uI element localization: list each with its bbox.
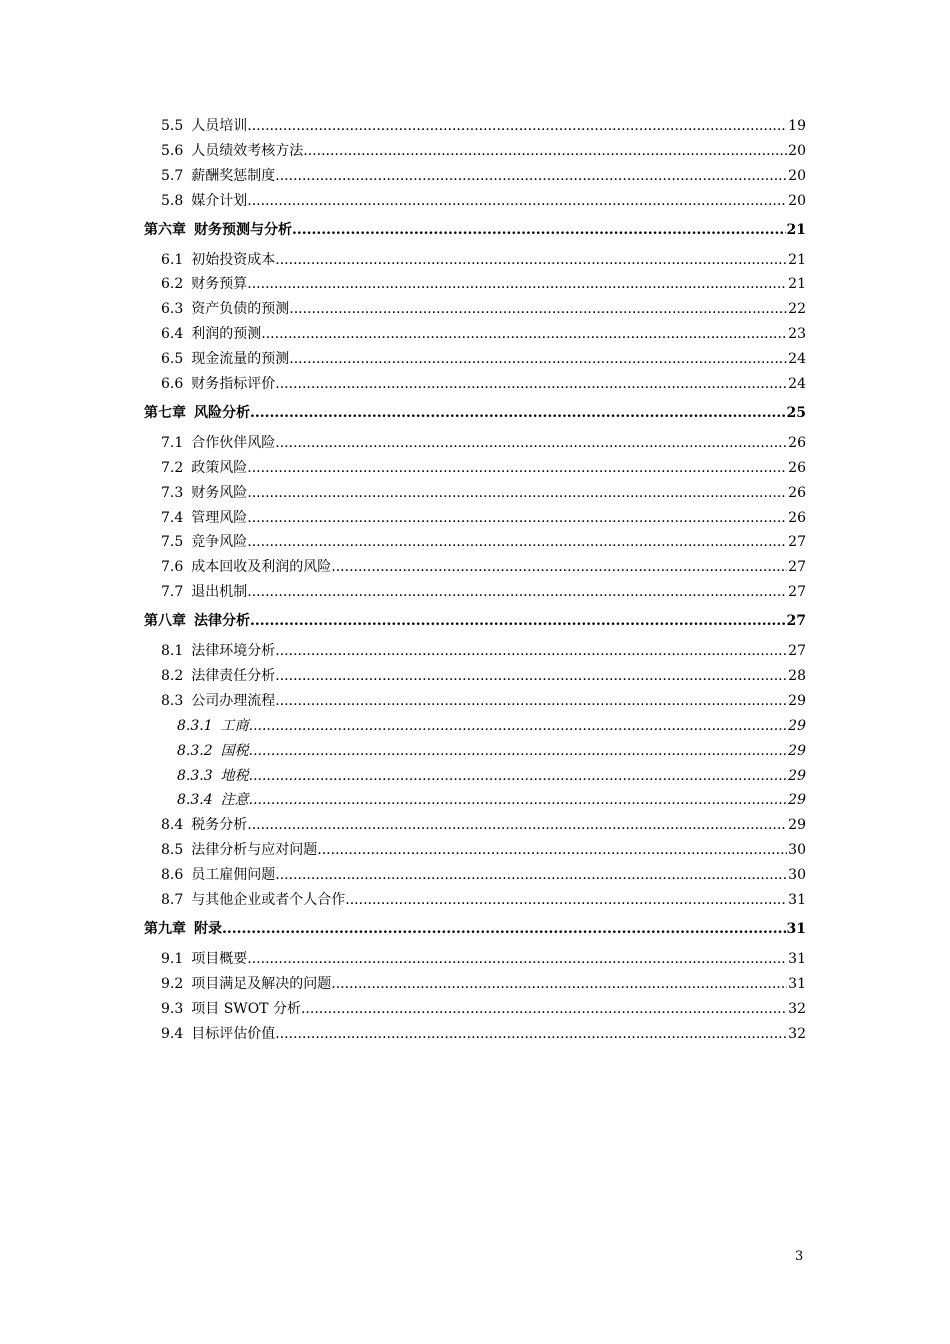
toc-entry-title: 国税 — [220, 742, 249, 759]
toc-entry-label — [144, 611, 250, 631]
toc-section-entry[interactable] — [144, 766, 806, 791]
toc-entry-page: 29 — [788, 767, 806, 784]
toc-entry-label — [161, 191, 247, 211]
toc-dot-leader — [247, 949, 787, 969]
toc-dot-leader — [331, 557, 787, 577]
toc-entry-number: 第九章 — [144, 920, 186, 937]
toc-entry-number: 5.8 — [161, 192, 184, 209]
toc-entry-page: 31 — [788, 975, 806, 992]
toc-dot-leader — [222, 919, 786, 939]
toc-section-entry[interactable] — [144, 815, 806, 840]
toc-section-entry[interactable] — [144, 274, 806, 299]
toc-entry-label — [161, 582, 247, 602]
toc-dot-leader — [247, 532, 787, 552]
toc-dot-leader — [275, 433, 787, 453]
toc-entry-page: 26 — [788, 484, 806, 501]
toc-section-entry[interactable] — [144, 324, 806, 349]
toc-entry-number: 8.7 — [161, 892, 184, 909]
toc-entry-page: 29 — [788, 742, 806, 759]
toc-dot-leader — [289, 299, 787, 319]
toc-entry-label — [161, 666, 275, 686]
toc-entry-number: 8.5 — [161, 842, 184, 859]
toc-entry-title: 退出机制 — [191, 584, 248, 601]
toc-entry-label — [161, 949, 247, 969]
toc-entry-label — [177, 716, 249, 736]
toc-dot-leader — [345, 890, 787, 910]
toc-entry-title: 地税 — [220, 767, 249, 784]
toc-entry-page: 24 — [788, 376, 806, 393]
toc-dot-leader — [331, 974, 787, 994]
toc-entry-page: 27 — [788, 643, 806, 660]
toc-entry-title: 资产负债的预测 — [191, 301, 290, 318]
toc-entry-label — [144, 919, 222, 939]
toc-entry-label — [161, 324, 261, 344]
toc-entry-page: 30 — [788, 867, 806, 884]
toc-dot-leader — [275, 641, 787, 661]
toc-entry-title: 公司办理流程 — [191, 692, 276, 709]
toc-entry-page: 29 — [788, 817, 806, 834]
toc-entry-title: 财务指标评价 — [191, 376, 276, 393]
toc-entry-page: 20 — [788, 142, 806, 159]
toc-entry-page: 32 — [788, 1025, 806, 1042]
toc-dot-leader — [247, 508, 787, 528]
toc-entry-title: 项目满足及解决的问题 — [191, 975, 332, 992]
toc-entry-title: 人员绩效考核方法 — [191, 142, 304, 159]
toc-entry-page: 27 — [786, 613, 806, 630]
toc-entry-number: 5.5 — [161, 118, 184, 134]
toc-dot-leader — [292, 220, 786, 240]
toc-section-entry[interactable] — [144, 790, 806, 815]
toc-entry-label — [161, 299, 289, 319]
toc-entry-title: 项目 SWOT 分析 — [191, 1000, 301, 1017]
toc-entry-number: 8.3.4 — [177, 792, 213, 809]
toc-entry-title: 风险分析 — [194, 404, 250, 421]
toc-entry-label — [161, 166, 275, 186]
toc-entry-page: 26 — [788, 459, 806, 476]
toc-entry-number: 9.2 — [161, 975, 184, 992]
toc-dot-leader — [301, 999, 787, 1019]
toc-entry-number: 6.4 — [161, 326, 184, 343]
toc-dot-leader — [317, 840, 787, 860]
toc-chapter-entry[interactable] — [144, 403, 806, 427]
toc-entry-page: 26 — [788, 509, 806, 526]
toc-dot-leader — [247, 274, 787, 294]
toc-entry-page: 27 — [788, 534, 806, 551]
toc-entry-page: 21 — [786, 221, 806, 238]
toc-dot-leader — [249, 790, 788, 810]
toc-entry-number: 8.1 — [161, 643, 184, 660]
toc-entry-title: 人员培训 — [191, 118, 248, 134]
toc-entry-number: 第六章 — [144, 221, 186, 238]
toc-entry-page: 19 — [788, 118, 806, 134]
toc-dot-leader — [247, 582, 787, 602]
toc-section-entry[interactable] — [144, 374, 806, 399]
toc-entry-label — [161, 116, 247, 136]
toc-dot-leader — [249, 741, 788, 761]
toc-entry-number: 8.3.1 — [177, 717, 213, 734]
toc-entry-number: 7.5 — [161, 534, 184, 551]
toc-section-entry[interactable] — [144, 890, 806, 915]
toc-entry-page: 29 — [788, 792, 806, 809]
toc-entry-title: 竞争风险 — [191, 534, 248, 551]
toc-entry-title: 政策风险 — [191, 459, 248, 476]
toc-entry-label — [161, 458, 247, 478]
toc-entry-title: 初始投资成本 — [191, 251, 276, 268]
toc-section-entry[interactable] — [144, 949, 806, 974]
toc-dot-leader — [249, 766, 788, 786]
toc-section-entry[interactable] — [144, 716, 806, 741]
toc-entry-label — [161, 508, 247, 528]
toc-dot-leader — [275, 374, 787, 394]
toc-entry-label — [161, 865, 275, 885]
toc-entry-number: 7.1 — [161, 434, 184, 451]
toc-entry-page: 25 — [786, 404, 806, 421]
toc-entry-number: 8.2 — [161, 668, 184, 685]
toc-entry-title: 现金流量的预测 — [191, 351, 290, 368]
toc-chapter-entry[interactable] — [144, 919, 806, 943]
toc-section-entry[interactable] — [144, 250, 806, 275]
toc-entry-title: 员工雇佣问题 — [191, 867, 276, 884]
toc-entry-label — [161, 999, 301, 1019]
toc-dot-leader — [247, 483, 787, 503]
toc-entry-label — [161, 141, 303, 161]
toc-entry-label — [144, 220, 292, 240]
page-number: 3 — [795, 1249, 804, 1264]
toc-entry-number: 9.3 — [161, 1000, 184, 1017]
toc-entry-label — [161, 815, 247, 835]
toc-entry-title: 目标评估价值 — [191, 1025, 276, 1042]
toc-entry-title: 合作伙伴风险 — [191, 434, 276, 451]
toc-entry-number: 6.3 — [161, 301, 184, 318]
toc-entry-page: 26 — [788, 434, 806, 451]
table-of-contents — [144, 116, 806, 1049]
toc-entry-page: 30 — [788, 842, 806, 859]
toc-entry-title: 工商 — [220, 717, 249, 734]
toc-dot-leader — [275, 166, 787, 186]
toc-dot-leader — [247, 815, 787, 835]
toc-entry-number: 6.1 — [161, 251, 184, 268]
toc-dot-leader — [275, 691, 787, 711]
toc-section-entry[interactable] — [144, 433, 806, 458]
toc-entry-label — [161, 374, 275, 394]
toc-entry-number: 6.5 — [161, 351, 184, 368]
toc-dot-leader — [275, 666, 787, 686]
toc-entry-label — [161, 557, 331, 577]
toc-section-entry[interactable] — [144, 166, 806, 191]
toc-entry-number: 8.6 — [161, 867, 184, 884]
toc-entry-label — [161, 691, 275, 711]
toc-section-entry[interactable] — [144, 865, 806, 890]
toc-section-entry[interactable] — [144, 458, 806, 483]
toc-section-entry[interactable] — [144, 582, 806, 607]
toc-entry-page: 28 — [788, 668, 806, 685]
toc-entry-number: 5.7 — [161, 167, 184, 184]
toc-dot-leader — [247, 191, 787, 211]
toc-entry-page: 20 — [788, 192, 806, 209]
toc-entry-number: 8.4 — [161, 817, 184, 834]
toc-entry-number: 9.1 — [161, 950, 184, 967]
toc-entry-label — [161, 483, 247, 503]
toc-section-entry[interactable] — [144, 508, 806, 533]
toc-entry-label — [161, 974, 331, 994]
toc-dot-leader — [289, 349, 787, 369]
toc-entry-number: 第七章 — [144, 404, 186, 421]
toc-entry-number: 7.4 — [161, 509, 184, 526]
toc-section-entry[interactable] — [144, 532, 806, 557]
toc-entry-page: 24 — [788, 351, 806, 368]
toc-section-entry[interactable] — [144, 666, 806, 691]
toc-entry-label — [177, 790, 249, 810]
toc-dot-leader — [250, 403, 786, 423]
toc-dot-leader — [303, 141, 787, 161]
toc-entry-label — [177, 766, 249, 786]
toc-section-entry[interactable] — [144, 141, 806, 166]
toc-entry-number: 7.7 — [161, 584, 184, 601]
toc-entry-label — [161, 890, 345, 910]
toc-entry-page: 22 — [788, 301, 806, 318]
toc-entry-page: 31 — [788, 892, 806, 909]
toc-entry-label — [144, 403, 250, 423]
toc-section-entry[interactable] — [144, 1024, 806, 1049]
toc-entry-label — [161, 840, 317, 860]
toc-entry-label — [161, 641, 275, 661]
toc-section-entry[interactable] — [144, 349, 806, 374]
toc-entry-number: 6.2 — [161, 276, 184, 293]
toc-entry-number: 8.3.3 — [177, 767, 213, 784]
toc-entry-title: 项目概要 — [191, 950, 248, 967]
toc-entry-label — [161, 349, 289, 369]
toc-section-entry[interactable] — [144, 483, 806, 508]
toc-entry-title: 附录 — [194, 920, 222, 937]
toc-section-entry[interactable] — [144, 299, 806, 324]
toc-entry-number: 9.4 — [161, 1025, 184, 1042]
toc-entry-page: 32 — [788, 1000, 806, 1017]
toc-entry-label — [161, 532, 247, 552]
toc-section-entry[interactable] — [144, 116, 806, 141]
toc-entry-title: 利润的预测 — [191, 326, 262, 343]
toc-entry-label — [161, 1024, 275, 1044]
toc-entry-page: 21 — [788, 251, 806, 268]
toc-entry-number: 8.3.2 — [177, 742, 213, 759]
toc-entry-title: 法律责任分析 — [191, 668, 276, 685]
toc-entry-title: 法律环境分析 — [191, 643, 276, 660]
toc-entry-title: 注意 — [220, 792, 249, 809]
toc-dot-leader — [249, 716, 788, 736]
toc-entry-title: 财务预算 — [191, 276, 248, 293]
toc-section-entry[interactable] — [144, 840, 806, 865]
toc-section-entry[interactable] — [144, 741, 806, 766]
toc-entry-page: 21 — [788, 276, 806, 293]
toc-entry-number: 7.6 — [161, 559, 184, 576]
toc-entry-number: 7.2 — [161, 459, 184, 476]
toc-entry-title: 法律分析与应对问题 — [191, 842, 318, 859]
toc-section-entry[interactable] — [144, 557, 806, 582]
toc-entry-page: 31 — [786, 920, 806, 937]
toc-entry-label — [177, 741, 249, 761]
toc-dot-leader — [275, 250, 787, 270]
toc-entry-number: 第八章 — [144, 613, 186, 630]
toc-dot-leader — [247, 458, 787, 478]
toc-entry-label — [161, 433, 275, 453]
toc-dot-leader — [250, 611, 786, 631]
toc-entry-title: 财务风险 — [191, 484, 248, 501]
toc-entry-label — [161, 250, 275, 270]
toc-dot-leader — [275, 1024, 787, 1044]
toc-entry-page: 29 — [788, 717, 806, 734]
toc-dot-leader — [261, 324, 787, 344]
toc-entry-title: 管理风险 — [191, 509, 248, 526]
toc-entry-number: 6.6 — [161, 376, 184, 393]
toc-entry-title: 与其他企业或者个人合作 — [191, 892, 346, 909]
toc-section-entry[interactable] — [144, 974, 806, 999]
toc-entry-page: 29 — [788, 692, 806, 709]
toc-entry-title: 媒介计划 — [191, 192, 248, 209]
toc-entry-page: 27 — [788, 559, 806, 576]
toc-entry-title: 财务预测与分析 — [194, 221, 292, 238]
toc-section-entry[interactable] — [144, 641, 806, 666]
toc-chapter-entry[interactable] — [144, 611, 806, 635]
toc-dot-leader — [247, 116, 787, 136]
toc-entry-page: 27 — [788, 584, 806, 601]
toc-dot-leader — [275, 865, 787, 885]
toc-entry-number: 5.6 — [161, 142, 184, 159]
toc-entry-title: 薪酬奖惩制度 — [191, 167, 276, 184]
toc-section-entry[interactable] — [144, 691, 806, 716]
toc-entry-page: 31 — [788, 950, 806, 967]
toc-chapter-entry[interactable] — [144, 220, 806, 244]
toc-entry-number: 7.3 — [161, 484, 184, 501]
toc-entry-label — [161, 274, 247, 294]
toc-entry-title: 法律分析 — [194, 613, 250, 630]
toc-section-entry[interactable] — [144, 191, 806, 216]
toc-entry-number: 8.3 — [161, 692, 184, 709]
toc-section-entry[interactable] — [144, 999, 806, 1024]
toc-entry-page: 23 — [788, 326, 806, 343]
toc-entry-title: 成本回收及利润的风险 — [191, 559, 332, 576]
toc-entry-page: 20 — [788, 167, 806, 184]
toc-entry-title: 税务分析 — [191, 817, 248, 834]
